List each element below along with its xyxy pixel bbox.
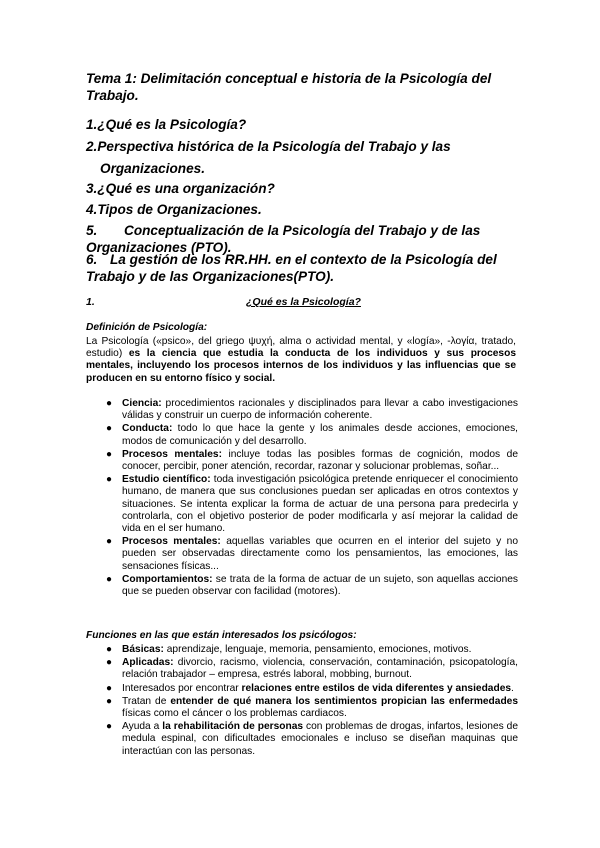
list-item [86, 474, 518, 535]
toc-num: 3. [86, 181, 98, 196]
term: Procesos mentales: [122, 536, 221, 548]
list-item [86, 398, 518, 422]
toc-text: Perspectiva histórica de la Psicología del Trabajo y las [97, 139, 451, 154]
terms-list [86, 398, 518, 599]
toc-text: Tipos de Organizaciones. [97, 202, 262, 217]
toc-text: ¿Qué es la Psicología? [97, 117, 247, 132]
toc-num: 1. [86, 117, 98, 132]
toc-text: Conceptualización de la Psicología del Trabajo y de las Organizaciones (PTO). [86, 223, 481, 255]
function-post: . [511, 682, 514, 694]
definition-bold: es la ciencia que estudia la conducta de los individuos y sus procesos mentales, incluyendo los procesos internos de los individuos y las influencias que se producen en su entorno físico y social. [86, 348, 516, 384]
function-pre: Ayuda a [122, 721, 163, 733]
bullet-icon: ● [106, 423, 113, 435]
toc-num: 5. [86, 223, 98, 238]
document-title: Tema 1: Delimitación conceptual e historia de la Psicología del Trabajo. [86, 71, 492, 103]
bullet-icon: ● [106, 573, 113, 585]
functions-heading: Funciones en las que están interesados los psicólogos: [86, 630, 357, 641]
section-number: 1. [86, 296, 95, 308]
toc-item-1 [86, 116, 526, 133]
toc-item-2-continued: Organizaciones. [100, 161, 206, 176]
list-item [86, 721, 518, 758]
function-post: aprendizaje, lenguaje, memoria, pensamiento, emociones, motivos. [163, 644, 472, 655]
bullet-icon: ● [106, 448, 113, 460]
bullet-icon: ● [106, 682, 113, 694]
list-item [86, 423, 518, 447]
list-item [86, 574, 518, 598]
bullet-icon: ● [106, 657, 113, 669]
bullet-icon: ● [106, 474, 113, 486]
function-bold: Básicas: [122, 644, 164, 655]
term: Estudio científico: [122, 474, 211, 486]
toc-num: 6. [86, 252, 98, 267]
bullet-icon: ● [106, 695, 113, 707]
term-desc: incluye todas las posibles formas de cognición, modos de conocer, percibir, poner atención, recordar, razonar y solucionar problemas, soñar... [122, 448, 518, 473]
function-post: divorcio, racismo, violencia, conservación, contaminación, psicopatología, relación trabajador – empresa, estrés laboral, mobbing, burnout. [122, 657, 518, 681]
toc-num: 4. [86, 202, 98, 217]
toc-item-6 [86, 251, 526, 285]
bullet-icon: ● [106, 536, 113, 548]
toc-item-4 [86, 201, 526, 218]
term-desc: aquellas variables que ocurren en el interior del sujeto y no pueden ser observadas directamente como los pensamientos, las emociones, las sensaciones físicas... [122, 536, 519, 572]
function-pre: Tratan de [122, 695, 171, 707]
term-desc: se trata de la forma de actuar de un sujeto, son aquellas acciones que se pueden observar con facilidad (motores). [122, 573, 518, 598]
term-desc: procedimientos racionales y disciplinados para llevar a cabo investigaciones válidas y construir un cuerpo de información coherente. [122, 398, 518, 422]
section-title: ¿Qué es la Psicología? [246, 296, 361, 308]
bullet-icon: ● [106, 398, 113, 409]
bullet-icon: ● [106, 721, 113, 733]
function-pre: Interesados por encontrar [122, 682, 242, 694]
term: Procesos mentales: [122, 448, 222, 460]
toc-text: La gestión de los RR.HH. en el contexto de la Psicología del Trabajo y de las Organizaciones(PTO). [86, 252, 497, 284]
list-item [86, 657, 518, 681]
toc-text: ¿Qué es una organización? [97, 181, 275, 196]
toc-num: 2. [86, 139, 98, 154]
function-bold: entender de qué manera los sentimientos propician las enfermedades [170, 695, 518, 707]
definition-plain: La Psicología («psico», del griego ψυχή, alma o actividad mental, y «logía», -λογία, tratado, estudio) [86, 336, 516, 360]
list-item [86, 449, 518, 473]
function-bold: Aplicadas: [122, 657, 174, 669]
toc-item-2 [86, 138, 526, 155]
list-item [86, 536, 518, 573]
list-item [86, 683, 518, 695]
function-post: con problemas de drogas, infartos, lesiones de medula espinal, con dificultades emocionales e incluso se diseñan maquinas que interactúan con las personas. [122, 721, 518, 757]
toc-item-3 [86, 180, 526, 197]
bullet-icon: ● [106, 644, 113, 655]
term: Conducta: [122, 423, 173, 435]
list-item [86, 696, 518, 720]
term: Ciencia: [122, 398, 162, 409]
functions-list [86, 644, 518, 759]
term: Comportamientos: [122, 573, 213, 585]
list-item [86, 644, 518, 656]
function-bold: la rehabilitación de personas [162, 721, 304, 733]
definition-paragraph [86, 336, 516, 385]
term-desc: toda investigación psicológica pretende enriquecer el conocimiento humano, de manera que sus conclusiones puedan ser aplicadas en otros contextos y situaciones. Se intenta explicar la forma de actuar de una persona para predecirla y controlarla, con el objetivo posterior de poder modificarla y así mejorar la calidad de vida en el ser humano. [122, 474, 519, 535]
term-desc: todo lo que hace la gente y los animales desde acciones, emociones, modos de comunicación y del desarrollo. [122, 423, 518, 447]
function-post: físicas como el cáncer o los problemas cardiacos. [122, 708, 347, 720]
definition-heading: Definición de Psicología: [86, 322, 208, 333]
function-bold: relaciones entre estilos de vida diferentes y ansiedades [241, 682, 512, 694]
